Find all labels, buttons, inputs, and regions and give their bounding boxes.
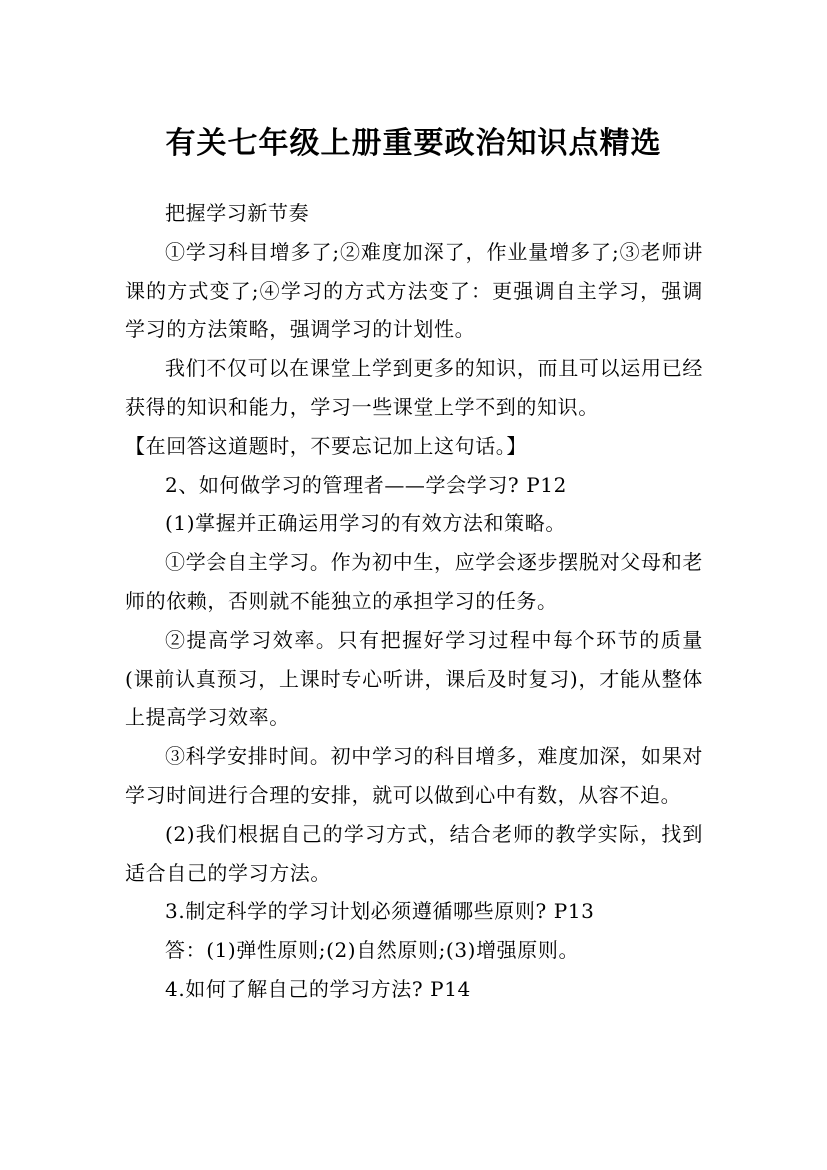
answer-paragraph: 答：(1)弹性原则;(2)自然原则;(3)增强原则。 xyxy=(165,938,580,963)
question-heading: 4.如何了解自己的学习方法? P14 xyxy=(165,976,471,1001)
document-body xyxy=(125,194,703,1009)
paragraph: ②提高学习效率。只有把握好学习过程中每个环节的质量(课前认真预习，上课时专心听讲，课后及时复习)，才能从整体上提高学习效率。 xyxy=(125,627,703,730)
document-title: 有关七年级上册重要政治知识点精选 xyxy=(165,126,662,162)
paragraph: ①学会自主学习。作为初中生，应学会逐步摆脱对父母和老师的依赖，否则就不能独立的承担学习的任务。 xyxy=(125,550,703,613)
paragraph: (2)我们根据自己的学习方式，结合老师的教学实际，找到适合自己的学习方法。 xyxy=(125,821,703,885)
paragraph: (1)掌握并正确运用学习的有效方法和策略。 xyxy=(165,511,566,536)
paragraph: 我们不仅可以在课堂上学到更多的知识，而且可以运用已经获得的知识和能力，学习一些课堂上学不到的知识。 xyxy=(125,356,703,419)
note-paragraph: 【在回答这道题时，不要忘记加上这句话。】 xyxy=(125,433,527,458)
paragraph: ③科学安排时间。初中学习的科目增多，难度加深，如果对学习时间进行合理的安排，就可以做到心中有数，从容不迫。 xyxy=(125,744,703,807)
section-heading: 把握学习新节奏 xyxy=(165,201,310,225)
question-heading: 3.制定科学的学习计划必须遵循哪些原则? P13 xyxy=(165,899,595,924)
question-heading: 2、如何做学习的管理者——学会学习? P12 xyxy=(165,472,567,497)
paragraph: ①学习科目增多了;②难度加深了，作业量增多了;③老师讲课的方式变了;④学习的方式方法变了：更强调自主学习，强调学习的方法策略，强调学习的计划性。 xyxy=(125,239,703,342)
